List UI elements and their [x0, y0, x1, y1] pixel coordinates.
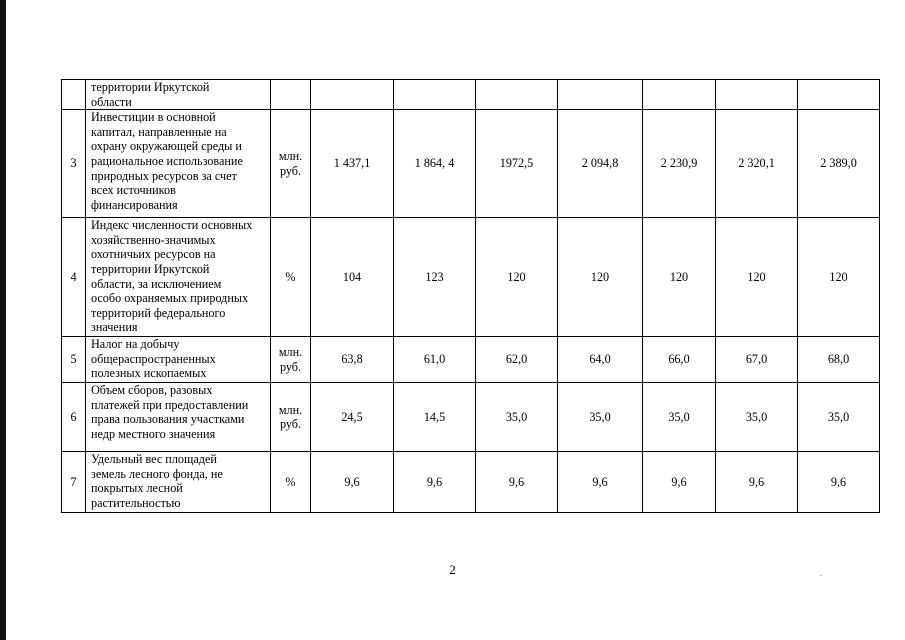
indicator-line: области, за исключением — [91, 276, 222, 291]
row-number: 3 — [62, 110, 86, 218]
value-cell: 120 — [476, 218, 558, 337]
value-cell — [311, 80, 394, 110]
indicator-line: общераспространенных — [91, 351, 216, 366]
indicator-line: покрытых лесной — [91, 481, 183, 496]
value-cell: 35,0 — [558, 383, 643, 452]
value-cell: 67,0 — [716, 337, 798, 383]
indicators-table — [61, 79, 880, 513]
indicator-line: платежей при предоставлении — [91, 397, 249, 412]
indicator-line: территорий федерального — [91, 305, 226, 320]
table-row — [62, 110, 880, 218]
indicator-line: области — [91, 94, 132, 109]
indicator-line: Инвестиции в основной — [91, 110, 216, 125]
row-number: 4 — [62, 218, 86, 337]
indicator-name — [86, 110, 271, 218]
value-cell: 1 864, 4 — [394, 110, 476, 218]
value-cell: 35,0 — [798, 383, 880, 452]
indicator-name — [86, 218, 271, 337]
value-cell: 9,6 — [558, 452, 643, 513]
indicator-line: права пользования участками — [91, 412, 245, 427]
value-cell: 35,0 — [716, 383, 798, 452]
indicator-name — [86, 80, 271, 110]
value-cell — [798, 80, 880, 110]
scan-speck — [820, 575, 822, 576]
indicator-line: капитал, направленные на — [91, 124, 227, 139]
value-cell: 62,0 — [476, 337, 558, 383]
value-cell: 120 — [716, 218, 798, 337]
indicator-line: Объем сборов, разовых — [91, 383, 213, 398]
indicator-line: охрану окружающей среды и — [91, 139, 242, 154]
value-cell — [643, 80, 716, 110]
unit-cell: млн. руб. — [271, 110, 311, 218]
value-cell: 64,0 — [558, 337, 643, 383]
value-cell: 9,6 — [643, 452, 716, 513]
indicator-line: территории Иркутской — [91, 80, 210, 94]
value-cell: 123 — [394, 218, 476, 337]
value-cell: 35,0 — [476, 383, 558, 452]
value-cell: 9,6 — [798, 452, 880, 513]
indicator-line: особо охраняемых природных — [91, 291, 249, 306]
value-cell: 1 437,1 — [311, 110, 394, 218]
row-number: 6 — [62, 383, 86, 452]
value-cell — [394, 80, 476, 110]
value-cell: 68,0 — [798, 337, 880, 383]
unit-cell: % — [271, 452, 311, 513]
value-cell: 2 094,8 — [558, 110, 643, 218]
indicator-line: земель лесного фонда, не — [91, 466, 223, 481]
value-cell: 66,0 — [643, 337, 716, 383]
table-row — [62, 80, 880, 110]
indicator-name — [86, 337, 271, 383]
unit-cell: млн. руб. — [271, 383, 311, 452]
table-row — [62, 452, 880, 513]
value-cell — [558, 80, 643, 110]
indicator-line: всех источников — [91, 183, 176, 198]
table-row — [62, 218, 880, 337]
unit-cell: млн. руб. — [271, 337, 311, 383]
indicator-line: территории Иркутской — [91, 261, 210, 276]
indicator-name — [86, 452, 271, 513]
indicator-line: хозяйственно-значимых — [91, 232, 216, 247]
value-cell: 35,0 — [643, 383, 716, 452]
table-row — [62, 383, 880, 452]
indicator-line: растительностью — [91, 495, 181, 510]
indicator-line: охотничьих ресурсов на — [91, 247, 216, 262]
unit-cell — [271, 80, 311, 110]
indicator-line: природных ресурсов за счет — [91, 168, 237, 183]
value-cell: 2 230,9 — [643, 110, 716, 218]
value-cell: 120 — [558, 218, 643, 337]
indicator-line: Налог на добычу — [91, 337, 180, 352]
indicator-line: значения — [91, 320, 138, 335]
value-cell: 14,5 — [394, 383, 476, 452]
indicator-line: Удельный вес площадей — [91, 452, 217, 467]
row-number: 7 — [62, 452, 86, 513]
value-cell: 9,6 — [716, 452, 798, 513]
row-number — [62, 80, 86, 110]
value-cell: 61,0 — [394, 337, 476, 383]
unit-cell: % — [271, 218, 311, 337]
value-cell: 104 — [311, 218, 394, 337]
value-cell: 2 389,0 — [798, 110, 880, 218]
indicator-line: Индекс численности основных — [91, 218, 253, 233]
row-number: 5 — [62, 337, 86, 383]
value-cell: 1972,5 — [476, 110, 558, 218]
value-cell: 9,6 — [311, 452, 394, 513]
indicator-line: рациональное использование — [91, 153, 243, 168]
value-cell — [716, 80, 798, 110]
value-cell: 9,6 — [394, 452, 476, 513]
indicator-name — [86, 383, 271, 452]
value-cell: 63,8 — [311, 337, 394, 383]
value-cell: 2 320,1 — [716, 110, 798, 218]
value-cell — [476, 80, 558, 110]
value-cell: 24,5 — [311, 383, 394, 452]
value-cell: 9,6 — [476, 452, 558, 513]
page-number: 2 — [449, 562, 456, 577]
value-cell: 120 — [643, 218, 716, 337]
scan-edge — [0, 0, 6, 640]
table-row — [62, 337, 880, 383]
indicator-line: финансирования — [91, 197, 178, 212]
value-cell: 120 — [798, 218, 880, 337]
indicator-line: полезных ископаемых — [91, 366, 207, 381]
indicator-line: недр местного значения — [91, 426, 216, 441]
